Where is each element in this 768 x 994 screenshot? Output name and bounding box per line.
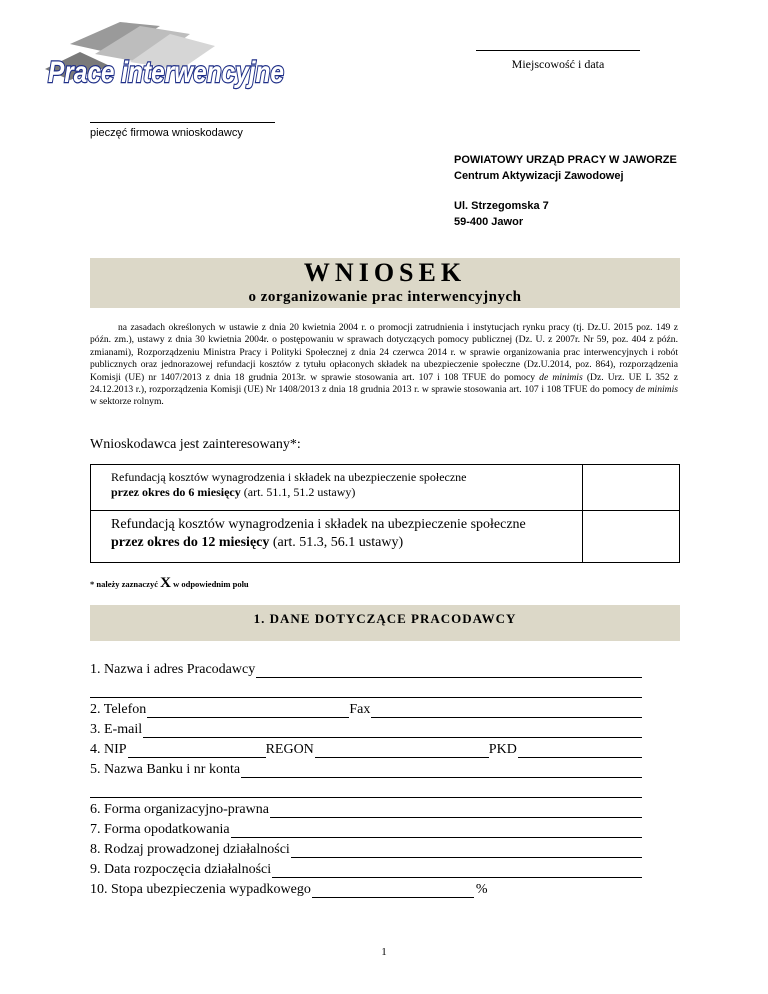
regon-line[interactable]	[315, 744, 489, 758]
field-start-date[interactable]: 9. Data rozpoczęcia działalności	[90, 860, 642, 878]
logo-text: Prace interwencyjne	[48, 56, 284, 89]
document-subtitle: o zorganizowanie prac interwencyjnych	[248, 289, 522, 305]
legal-basis-text: na zasadach określonych w ustawie z dnia 20 kwietnia 2004 r. o promocji zatrudnienia i instytucjach rynku pracy (tj. Dz.U. 2015 poz. 149 z późn. zm.), ustawy z dnia 30 kwietnia 2004r. o postępowaniu w sprawach dotyczących pomocy publicznej (Dz. U. z 2007r. Nr 59, poz. 404 z późn. zmianami), Rozporządzeniu Ministra Pracy i Polityki Społecznej z dnia 24 czerwca 2014 r. w sprawie organizowania prac interwencyjnych i robót publicznych oraz jednorazowej refundacji kosztów z tytułu opłaconych składek na ubezpieczenie społeczne (Dz.U.2014, poz. 864), rozporządzenia Komisji (UE) nr 1407/2013 z dnia 18 grudnia 2013r. w sprawie stosowania art. 107 i 108 TFUE do pomocy de minimis (Dz. Urz. UE L 352 z 24.12.2013 r.), rozporządzenia Komisji (UE) Nr 1408/2013 z dnia 18 grudnia 2013 r. w sprawie stosowania art. 107 i 108 TFUE do pomocy de minimis w sektorze rolnym.	[90, 322, 678, 408]
pkd-line[interactable]	[518, 744, 642, 758]
employer-fields	[90, 660, 642, 900]
nip-line[interactable]	[128, 744, 266, 758]
marking-note: * należy zaznaczyć X w odpowiednim polu	[90, 575, 249, 591]
field-accident-rate[interactable]: 10. Stopa ubezpieczenia wypadkowego %	[90, 882, 488, 897]
accident-rate-line[interactable]	[312, 884, 474, 898]
bank-account-line[interactable]	[241, 764, 642, 778]
option-6-months-checkbox[interactable]	[583, 465, 679, 510]
fax-line[interactable]	[371, 704, 642, 718]
title-band	[90, 258, 680, 308]
office-city: 59-400 Jawor	[454, 216, 524, 228]
section-employer-data-heading: 1. DANE DOTYCZĄCE PRACODAWCY	[90, 605, 680, 641]
bank-account-line-2[interactable]	[90, 784, 642, 798]
option-12-months: Refundacją kosztów wynagrodzenia i składek na ubezpieczenie społeczne przez okres do 12 miesięcy (art. 51.3, 56.1 ustawy)	[91, 510, 679, 562]
option-6-months: Refundacją kosztów wynagrodzenia i składek na ubezpieczenie społeczne przez okres do 6 miesięcy (art. 51.1, 51.2 ustawy)	[91, 465, 679, 510]
field-bank-account-cont[interactable]	[90, 780, 642, 798]
office-department: Centrum Aktywizacji Zawodowej	[454, 170, 624, 182]
field-legal-form[interactable]: 6. Forma organizacyjno-prawna	[90, 800, 642, 818]
company-stamp-field[interactable]	[90, 122, 275, 139]
email-line[interactable]	[143, 724, 642, 738]
start-date-line[interactable]	[272, 864, 642, 878]
interest-label: Wnioskodawca jest zainteresowany*:	[90, 437, 301, 452]
legal-form-line[interactable]	[270, 804, 642, 818]
field-taxation[interactable]: 7. Forma opodatkowania	[90, 820, 642, 838]
stamp-label: pieczęć firmowa wnioskodawcy	[90, 127, 243, 139]
field-name-address-cont[interactable]	[90, 680, 642, 698]
stamp-line	[90, 122, 275, 123]
name-address-line[interactable]	[256, 664, 642, 678]
refund-options-table	[90, 464, 680, 563]
office-name: POWIATOWY URZĄD PRACY W JAWORZE	[454, 154, 677, 166]
field-bank-account[interactable]: 5. Nazwa Banku i nr konta	[90, 760, 642, 778]
document-title: WNIOSEK	[303, 258, 467, 287]
page-number: 1	[381, 946, 387, 958]
field-phone-fax: 2. Telefon Fax	[90, 700, 642, 718]
place-date-label: Miejscowość i data	[511, 57, 605, 71]
office-street: Ul. Strzegomska 7	[454, 200, 549, 212]
field-activity-type[interactable]: 8. Rodzaj prowadzonej działalności	[90, 840, 642, 858]
place-date-line	[476, 50, 640, 51]
logo	[40, 14, 290, 94]
office-address	[454, 152, 677, 230]
field-nip-regon-pkd: 4. NIP REGON PKD	[90, 740, 642, 758]
option-12-months-checkbox[interactable]	[583, 511, 679, 562]
phone-line[interactable]	[147, 704, 349, 718]
activity-type-line[interactable]	[291, 844, 642, 858]
name-address-line-2[interactable]	[90, 684, 642, 698]
field-email[interactable]: 3. E-mail	[90, 720, 642, 738]
taxation-line[interactable]	[231, 824, 642, 838]
field-name-address[interactable]: 1. Nazwa i adres Pracodawcy	[90, 660, 642, 678]
place-date-field[interactable]	[476, 50, 640, 72]
